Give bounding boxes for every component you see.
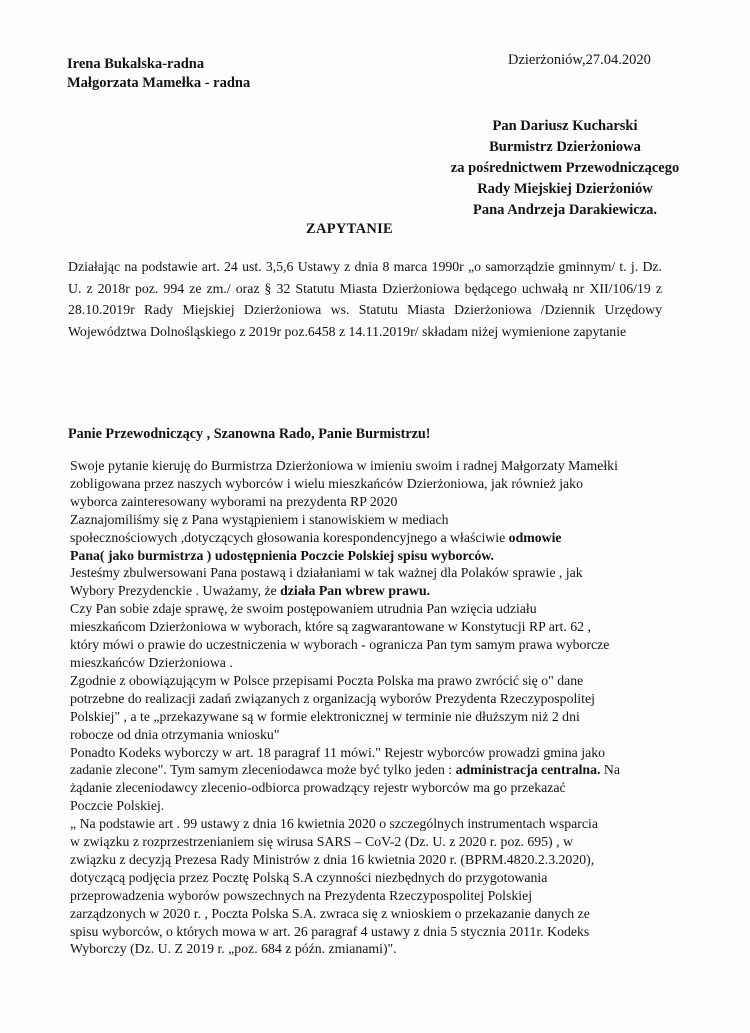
body-line: Poczcie Polskiej. [70, 798, 165, 814]
body-line: Ponadto Kodeks wyborczy w art. 18 paragraf 11 mówi." Rejestr wyborców prowadzi gmina jako [70, 744, 606, 760]
body-line: zarządzonych w 2020 r. , Poczta Polska S.A. zwraca się z wnioskiem o przekazanie danych ze [70, 905, 590, 921]
body-line: przeprowadzenia wyborów powszechnych na Prezydenta Rzeczypospolitej Polskiej [70, 887, 533, 903]
body-line: dotyczącą podjęcia przez Pocztę Polską S.A czynności niezbędnych do przygotowania [70, 869, 548, 885]
body-line: związku z decyzją Prezesa Rady Ministrów z dnia 16 kwietnia 2020 r. (BPRM.4820.2.3.2020), [70, 851, 595, 867]
body-line: „ Na podstawie art . 99 ustawy z dnia 16 kwietnia 2020 o szczególnych instrumentach wsparcia [70, 816, 598, 832]
recipient-line: za pośrednictwem Przewodniczącego [450, 160, 680, 176]
author-name: Małgorzata Mamełka - radna [67, 75, 251, 91]
body-line [70, 582, 670, 600]
body-text: zadanie zlecone". Tym samym zleceniodawca może być tylko jeden : [70, 762, 456, 778]
body-line: Jesteśmy zbulwersowani Pana postawą i działaniami w tak ważnej dla Polaków sprawie , jak [70, 565, 583, 581]
place-date: Dzierżoniów,27.04.2020 [508, 52, 651, 68]
body-text: społecznościowych ,dotyczących głosowania korespondencyjnego a właściwie [70, 529, 509, 545]
body-text: Wybory Prezydenckie . Uważamy, że [70, 583, 281, 599]
document-title: ZAPYTANIE [306, 221, 394, 237]
recipient-line: Pan Dariusz Kucharski [492, 118, 638, 134]
body-line: mieszkańcom Dzierżoniowa w wyborach, które są zagwarantowane w Konstytucji RP art. 62 , [70, 619, 591, 635]
body-line: potrzebne do realizacji zadań związanych z organizacją wyborów Prezydenta Rzeczypospolitej [70, 690, 595, 706]
emphasis-text: odmowie [508, 529, 562, 545]
recipient-line: Pana Andrzeja Darakiewicza. [472, 202, 658, 218]
body-line: Wyborczy (Dz. U. Z 2019 r. „poz. 684 z późn. zmianami)". [70, 941, 397, 957]
body-line: Swoje pytanie kieruję do Burmistrza Dzierżoniowa w imieniu swoim i radnej Małgorzaty Mamełki [70, 458, 618, 473]
body-line: spisu wyborców, o których mowa w art. 26 paragraf 4 ustawy z dnia 5 stycznia 2011r. Kodeks [70, 923, 590, 939]
body-text: Na [600, 762, 620, 778]
body-line: który mówi o prawie do uczestniczenia w wyborach - ogranicza Pan tym samym prawa wyborcze [70, 637, 610, 653]
body-line [70, 529, 670, 547]
body-line: żądanie zleceniodawcy zlecenio-odbiorca prowadzący rejestr wyborców ma go przekazać [70, 780, 566, 796]
body-line: mieszkańców Dzierżoniowa . [70, 654, 233, 670]
salutation: Panie Przewodniczący , Szanowna Rado, Panie Burmistrzu! [68, 426, 431, 442]
recipient-line: Burmistrz Dzierżoniowa [489, 139, 641, 155]
recipient-block [420, 116, 710, 221]
body-line: Zaznajomiliśmy się z Pana wystąpieniem i stanowiskiem w mediach [70, 511, 449, 527]
body-line [70, 761, 670, 779]
body-line: zobligowana przez naszych wyborców i wielu mieszkańców Dzierżoniowa, jak również jako [70, 475, 583, 491]
emphasis-text: działa Pan wbrew prawu. [280, 583, 431, 599]
body-line: robocze od dnia otrzymania wniosku" [70, 726, 280, 742]
recipient-line: Rady Miejskiej Dzierżoniów [477, 181, 653, 197]
body-line: w związku z rozprzestrzenianiem się wirusa SARS – CoV-2 (Dz. U. z 2020 r. poz. 695) , w [70, 834, 573, 850]
authors-block [67, 55, 250, 93]
legal-basis-paragraph: Działając na podstawie art. 24 ust. 3,5,6 Ustawy z dnia 8 marca 1990r „o samorządzie gminnym/ t. j. Dz. U. z 2018r poz. 994 ze zm./ oraz § 32 Statutu Miasta Dzierżoniowa będącego uchwałą nr XII/106/19 z 28.10.2019r Rady Miejskiej Dzierżoniowa ws. Statutu Miasta Dzierżoniowa /Dziennik Urzędowy Województwa Dolnośląskiego z 2019r poz.6458 z 14.11.2019r/ składam niżej wymienione zapytanie [68, 259, 662, 339]
body-line: Polskiej" , a te „przekazywane są w formie elektronicznej w terminie nie dłuższym niż 2 dni [70, 708, 580, 724]
author-name: Irena Bukalska-radna [67, 56, 205, 72]
body-line: wyborca zainteresowany wyborami na prezydenta RP 2020 [70, 493, 398, 509]
body-line: Zgodnie z obowiązującym w Polsce przepisami Poczta Polska ma prawo zwrócić się o" dane [70, 672, 584, 688]
body-line: Czy Pan sobie zdaje sprawę, że swoim postępowaniem utrudnia Pan wzięcia udziału [70, 601, 537, 617]
emphasis-text: administracja centralna. [455, 762, 601, 778]
letter-body [70, 457, 670, 958]
body-line-bold: Pana( jako burmistrza ) udostępnienia Poczcie Polskiej spisu wyborców. [70, 547, 494, 563]
